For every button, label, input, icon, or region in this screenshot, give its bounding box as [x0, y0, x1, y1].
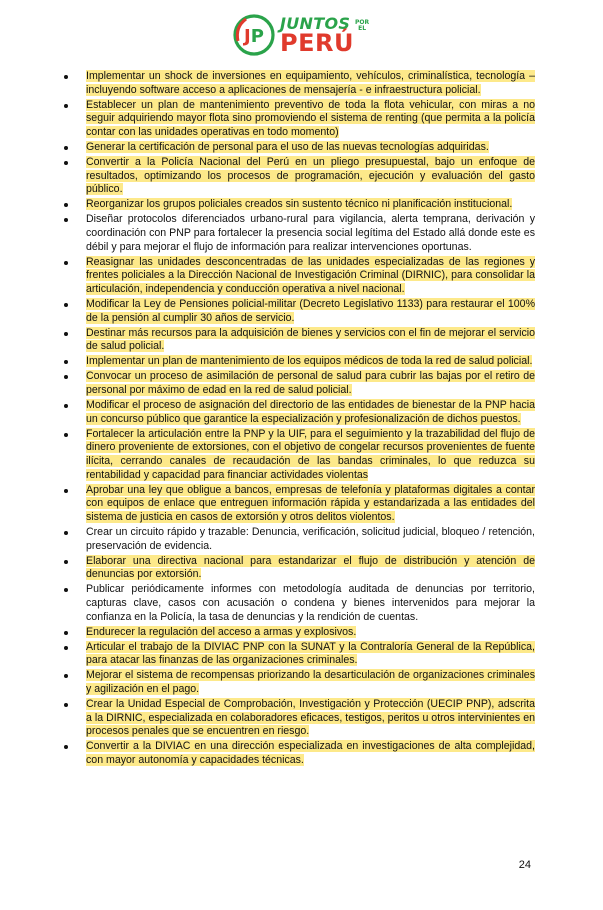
- logo-word-peru: PERÚ: [280, 28, 354, 57]
- list-item: [63, 484, 535, 525]
- list-item: [63, 698, 535, 739]
- bullet-dot-icon: [64, 104, 68, 108]
- list-item: [63, 399, 535, 426]
- bullet-dot-icon: [64, 261, 68, 265]
- list-item-text: Articular el trabajo de la DIVIAC PNP con la SUNAT y la Contraloría General de la República, para atacar las finanzas de las organizaciones criminales.: [86, 640, 535, 667]
- list-item: [63, 669, 535, 696]
- list-item-text: Implementar un plan de mantenimiento de los equipos médicos de toda la red de salud policial.: [86, 355, 533, 368]
- bullet-dot-icon: [64, 631, 68, 635]
- list-item-text: Generar la certificación de personal para el uso de las nuevas tecnologías adquiridas.: [86, 140, 489, 153]
- list-item: [63, 626, 535, 640]
- page-number: 24: [518, 859, 531, 871]
- bullet-dot-icon: [64, 161, 68, 165]
- bullet-dot-icon: [64, 360, 68, 364]
- list-item: [63, 583, 535, 624]
- party-logo: [232, 12, 372, 58]
- list-item: [63, 355, 535, 369]
- list-item-text: Reasignar las unidades desconcentradas de las unidades especializadas de las regiones y frentes policiales a la Dirección Nacional de Investigación Criminal (DIRNIC), para consolidar la articulación, independencia y conducción operativa a nivel nacional.: [86, 255, 535, 295]
- list-item: [63, 740, 535, 767]
- bullet-dot-icon: [64, 560, 68, 564]
- list-item-text: Establecer un plan de mantenimiento preventivo de toda la flota vehicular, con miras a no seguir adquiriendo mayor flota sino promoviendo el sistema de renting (que permita a la policía contar con las unidades operativas en todo momento): [86, 98, 535, 138]
- logo-word-juntos: JUNTOS: [280, 13, 351, 33]
- bullet-dot-icon: [64, 303, 68, 307]
- list-item-text: Endurecer la regulación del acceso a armas y explosivos.: [86, 625, 357, 638]
- jp-logo-icon: [232, 13, 276, 57]
- list-item: [63, 256, 535, 297]
- list-item-text: Implementar un shock de inversiones en equipamiento, vehículos, criminalística, tecnología – incluyendo software acceso a aplicaciones de mensajería - e infraestructura policial.: [86, 70, 535, 96]
- list-item: [63, 70, 535, 97]
- bullet-dot-icon: [64, 375, 68, 379]
- logo-word-por-el: POR EL: [355, 18, 370, 32]
- bullet-dot-icon: [64, 674, 68, 678]
- list-item: [63, 99, 535, 140]
- bullet-dot-icon: [64, 531, 68, 535]
- list-item: [63, 327, 535, 354]
- bullet-dot-icon: [64, 203, 68, 207]
- list-item-text: Crear un circuito rápido y trazable: Denuncia, verificación, solicitud judicial, bloqueo / retención, preservación de evidencia.: [86, 526, 535, 552]
- list-item-text: Aprobar una ley que obligue a bancos, empresas de telefonía y plataformas digitales a contar con equipos de enlace que entreguen información rápida y estandarizada a las entidades del sistema de justicia en casos de extorsión y otros delitos violentos.: [86, 483, 535, 523]
- list-item-text: Destinar más recursos para la adquisición de bienes y servicios con el fin de mejorar el servicio de salud policial.: [86, 326, 535, 353]
- list-item-text: Fortalecer la articulación entre la PNP y la UIF, para el seguimiento y la trazabilidad del flujo de dinero proveniente de extorsiones, con el objetivo de congelar recursos provenientes de fuente ilícita, cerrando canales de recaudación de las bandas criminales, lo que reduzca su rentabilidad y capacidad para financiar actividades violentas: [86, 427, 535, 481]
- proposal-bullet-list: [63, 70, 535, 768]
- bullet-dot-icon: [64, 703, 68, 707]
- bullet-dot-icon: [64, 588, 68, 592]
- list-item-text: Convocar un proceso de asimilación de personal de salud para cubrir las bajas por el retiro de personal por máximo de edad en la red de salud policial.: [86, 370, 535, 397]
- list-item: [63, 141, 535, 155]
- list-item: [63, 156, 535, 197]
- list-item-text: Modificar la Ley de Pensiones policial-militar (Decreto Legislativo 1133) para restaurar el 100% de la pensión al cumplir 30 años de servicio.: [86, 298, 535, 324]
- bullet-dot-icon: [64, 218, 68, 222]
- bullet-dot-icon: [64, 745, 68, 749]
- bullet-dot-icon: [64, 489, 68, 493]
- list-item-text: Mejorar el sistema de recompensas priorizando la desarticulación de organizaciones criminales y agilización en el pago.: [86, 669, 535, 696]
- list-item: [63, 370, 535, 397]
- bullet-dot-icon: [64, 433, 68, 437]
- list-item-text: Reorganizar los grupos policiales creados sin sustento técnico ni planificación institucional.: [86, 198, 513, 211]
- bullet-dot-icon: [64, 75, 68, 79]
- bullet-dot-icon: [64, 332, 68, 336]
- list-item: [63, 555, 535, 582]
- bullet-dot-icon: [64, 404, 68, 408]
- list-item: [63, 526, 535, 553]
- list-item-text: Convertir a la Policía Nacional del Perú en un pliego presupuestal, bajo un enfoque de resultados, optimizando los procesos de programación, ejecución y evaluación del gasto público.: [86, 156, 535, 196]
- list-item-text: Crear la Unidad Especial de Comprobación, Investigación y Protección (UECIP PNP), adscrita a la DIRNIC, especializada en colaboradores eficaces, testigos, peritos u otros intervinientes en procesos penales que se encuentren en riesgo.: [86, 698, 535, 738]
- list-item-text: Diseñar protocolos diferenciados urbano-rural para vigilancia, alerta temprana, derivación y coordinación con PNP para fortalecer la presencia social legítima del Estado allá donde este es débil y para mejorar el flujo de información para realizar intervenciones oportunas.: [86, 213, 535, 253]
- list-item: [63, 198, 535, 212]
- list-item-text: Modificar el proceso de asignación del directorio de las entidades de bienestar de la PNP hacia un concurso público que garantice la especialización y profesionalización de dichos puestos.: [86, 399, 535, 425]
- bullet-dot-icon: [64, 146, 68, 150]
- list-item: [63, 428, 535, 482]
- list-item: [63, 641, 535, 668]
- list-item-text: Publicar periódicamente informes con metodología auditada de denuncias por territorio, capturas clave, casos con acusación o condena y bienes intervenidos para mejorar la confianza en la Policía, la tasa de denuncias y la rendición de cuentas.: [86, 583, 535, 623]
- list-item-text: Convertir a la DIVIAC en una dirección especializada en investigaciones de alta complejidad, con mayor autonomía y capacidades técnicas.: [86, 740, 535, 766]
- list-item-text: Elaborar una directiva nacional para estandarizar el flujo de distribución y atención de denuncias por extorsión.: [86, 554, 535, 581]
- list-item: [63, 298, 535, 325]
- list-item: [63, 213, 535, 254]
- svg-text:JP: JP: [244, 26, 264, 47]
- proposal-list-container: [63, 70, 535, 769]
- bullet-dot-icon: [64, 646, 68, 650]
